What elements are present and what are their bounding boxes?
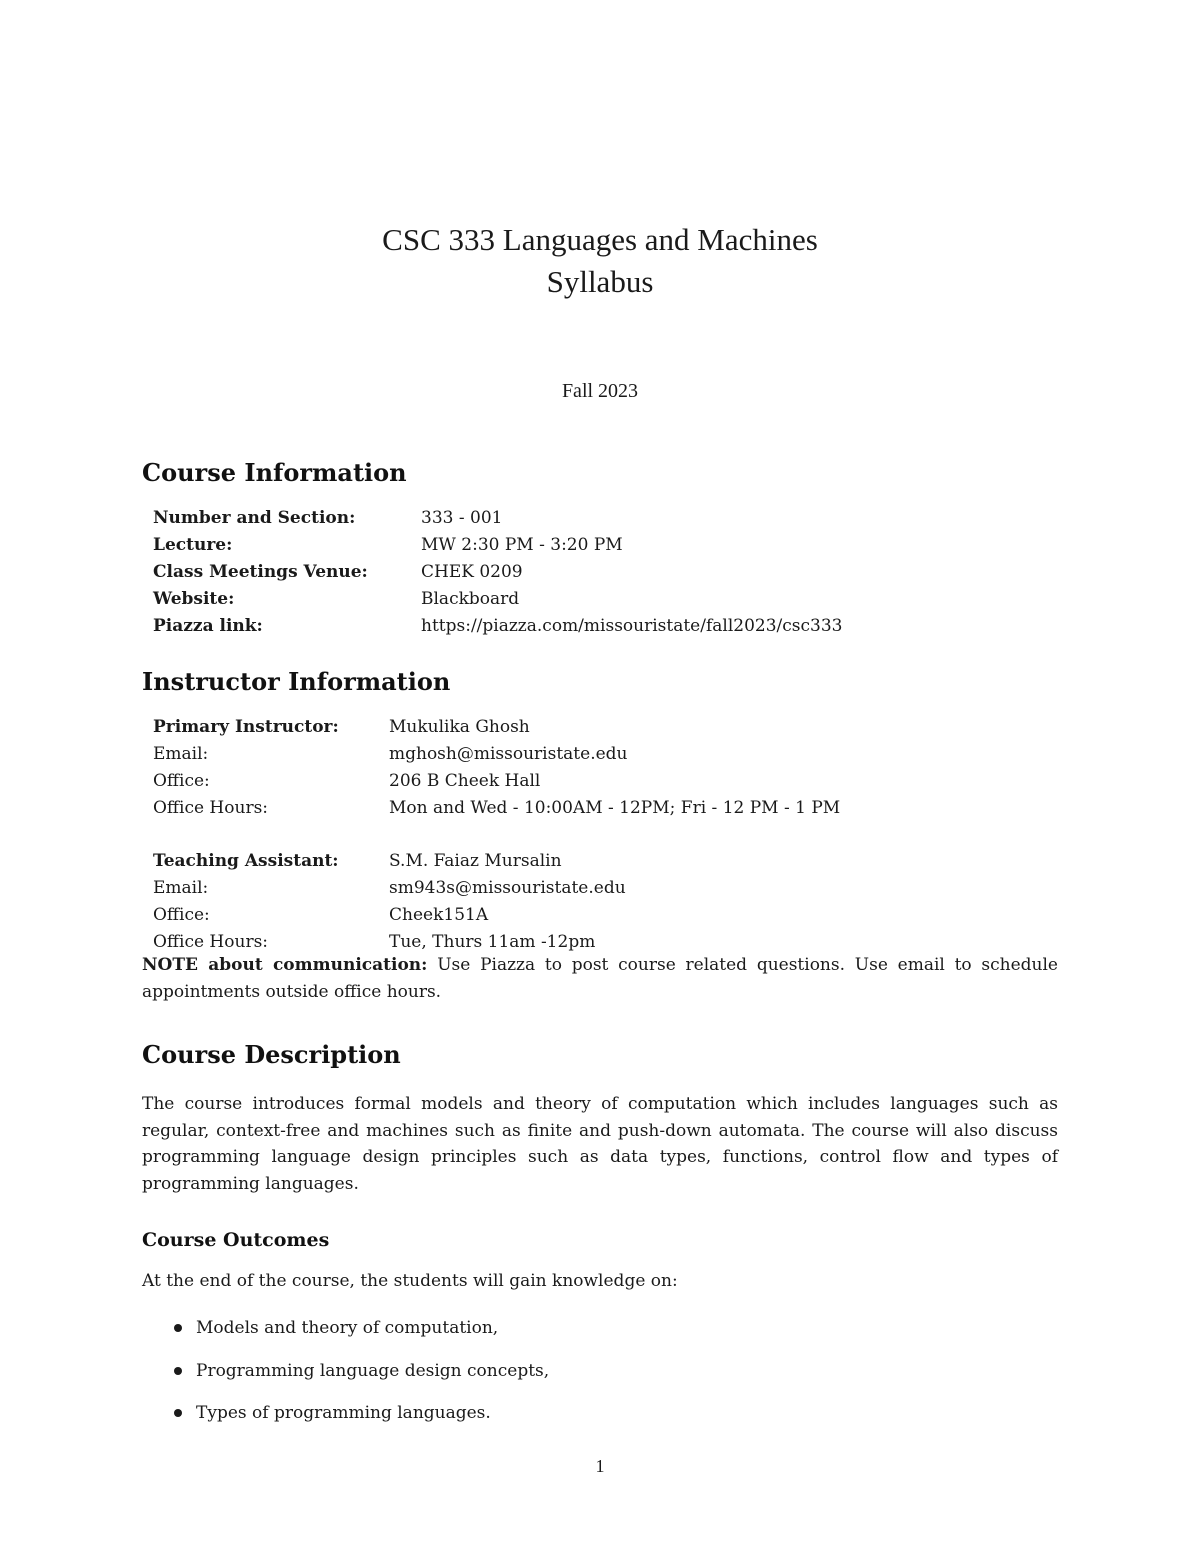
instructor-spacer [153, 822, 840, 848]
primary-email-row [153, 741, 840, 768]
course-info-value: MW 2:30 PM - 3:20 PM [421, 535, 623, 555]
piazza-link[interactable]: https://piazza.com/missouristate/fall2023/csc333 [421, 616, 843, 636]
course-info-value: CHEK 0209 [421, 562, 523, 582]
course-info-value: Blackboard [421, 589, 520, 609]
course-info-label: Piazza link: [153, 616, 263, 636]
list-item [170, 1392, 549, 1435]
course-info-row-number [153, 505, 842, 532]
primary-instructor-hours: Mon and Wed - 10:00AM - 12PM; Fri - 12 PM - 1 PM [389, 798, 841, 818]
course-description-text: The course introduces formal models and theory of computation which includes languages such as regular, context-free and machines such as finite and push-down automata. The course will also discuss programming language design principles such as data types, functions, control flow and types of programming languages. [142, 1094, 1058, 1194]
course-outcomes-intro: At the end of the course, the students will gain knowledge on: [142, 1271, 678, 1291]
course-info-value: 333 - 001 [421, 508, 503, 528]
course-information-heading: Course Information [142, 458, 407, 487]
email-label: Email: [153, 744, 209, 764]
primary-instructor-row [153, 714, 840, 741]
teaching-assistant-office: Cheek151A [389, 905, 489, 925]
document-subtitle: Syllabus [546, 264, 654, 299]
teaching-assistant-email[interactable]: sm943s@missouristate.edu [389, 878, 626, 898]
primary-office-row [153, 768, 840, 795]
bullet-icon [174, 1324, 182, 1332]
course-description-heading: Course Description [142, 1040, 401, 1069]
primary-hours-row [153, 795, 840, 822]
bullet-icon [174, 1367, 182, 1375]
page-number: 1 [595, 1456, 605, 1476]
assistant-email-row [153, 875, 840, 902]
course-info-row-piazza [153, 613, 842, 640]
outcome-text: Models and theory of computation, [196, 1318, 499, 1339]
list-item [170, 1350, 549, 1393]
primary-instructor-office: 206 B Cheek Hall [389, 771, 541, 791]
course-info-label: Number and Section: [153, 508, 356, 528]
course-info-row-venue [153, 559, 842, 586]
course-outcomes-heading: Course Outcomes [142, 1229, 330, 1251]
course-info-label: Lecture: [153, 535, 233, 555]
course-outcomes-list [170, 1307, 549, 1435]
communication-note-text: Use Piazza to post course related questions. Use email to schedule appointments outside office hours. [142, 955, 1058, 1002]
teaching-assistant-label: Teaching Assistant: [153, 851, 339, 871]
outcome-text: Programming language design concepts, [196, 1360, 550, 1381]
teaching-assistant-hours: Tue, Thurs 11am -12pm [389, 932, 596, 952]
course-info-row-website [153, 586, 842, 613]
office-hours-label: Office Hours: [153, 932, 269, 952]
document-title: CSC 333 Languages and Machines [382, 222, 818, 257]
teaching-assistant-name: S.M. Faiaz Mursalin [389, 851, 562, 871]
outcome-text: Types of programming languages. [196, 1403, 491, 1424]
document-title-block [0, 219, 1200, 303]
list-item [170, 1307, 549, 1350]
email-label: Email: [153, 878, 209, 898]
office-label: Office: [153, 905, 210, 925]
instructor-information-table [153, 714, 840, 956]
document-term: Fall 2023 [561, 380, 639, 402]
communication-note-label: NOTE about communication: [142, 955, 428, 975]
course-information-table [153, 505, 842, 640]
office-hours-label: Office Hours: [153, 798, 269, 818]
primary-instructor-name: Mukulika Ghosh [389, 717, 530, 737]
course-info-label: Class Meetings Venue: [153, 562, 368, 582]
teaching-assistant-row [153, 848, 840, 875]
office-label: Office: [153, 771, 210, 791]
assistant-office-row [153, 902, 840, 929]
primary-instructor-email[interactable]: mghosh@missouristate.edu [389, 744, 628, 764]
primary-instructor-label: Primary Instructor: [153, 717, 339, 737]
communication-note [142, 952, 1058, 1005]
instructor-information-heading: Instructor Information [142, 667, 451, 696]
bullet-icon [174, 1409, 182, 1417]
course-info-label: Website: [153, 589, 235, 609]
course-info-row-lecture [153, 532, 842, 559]
